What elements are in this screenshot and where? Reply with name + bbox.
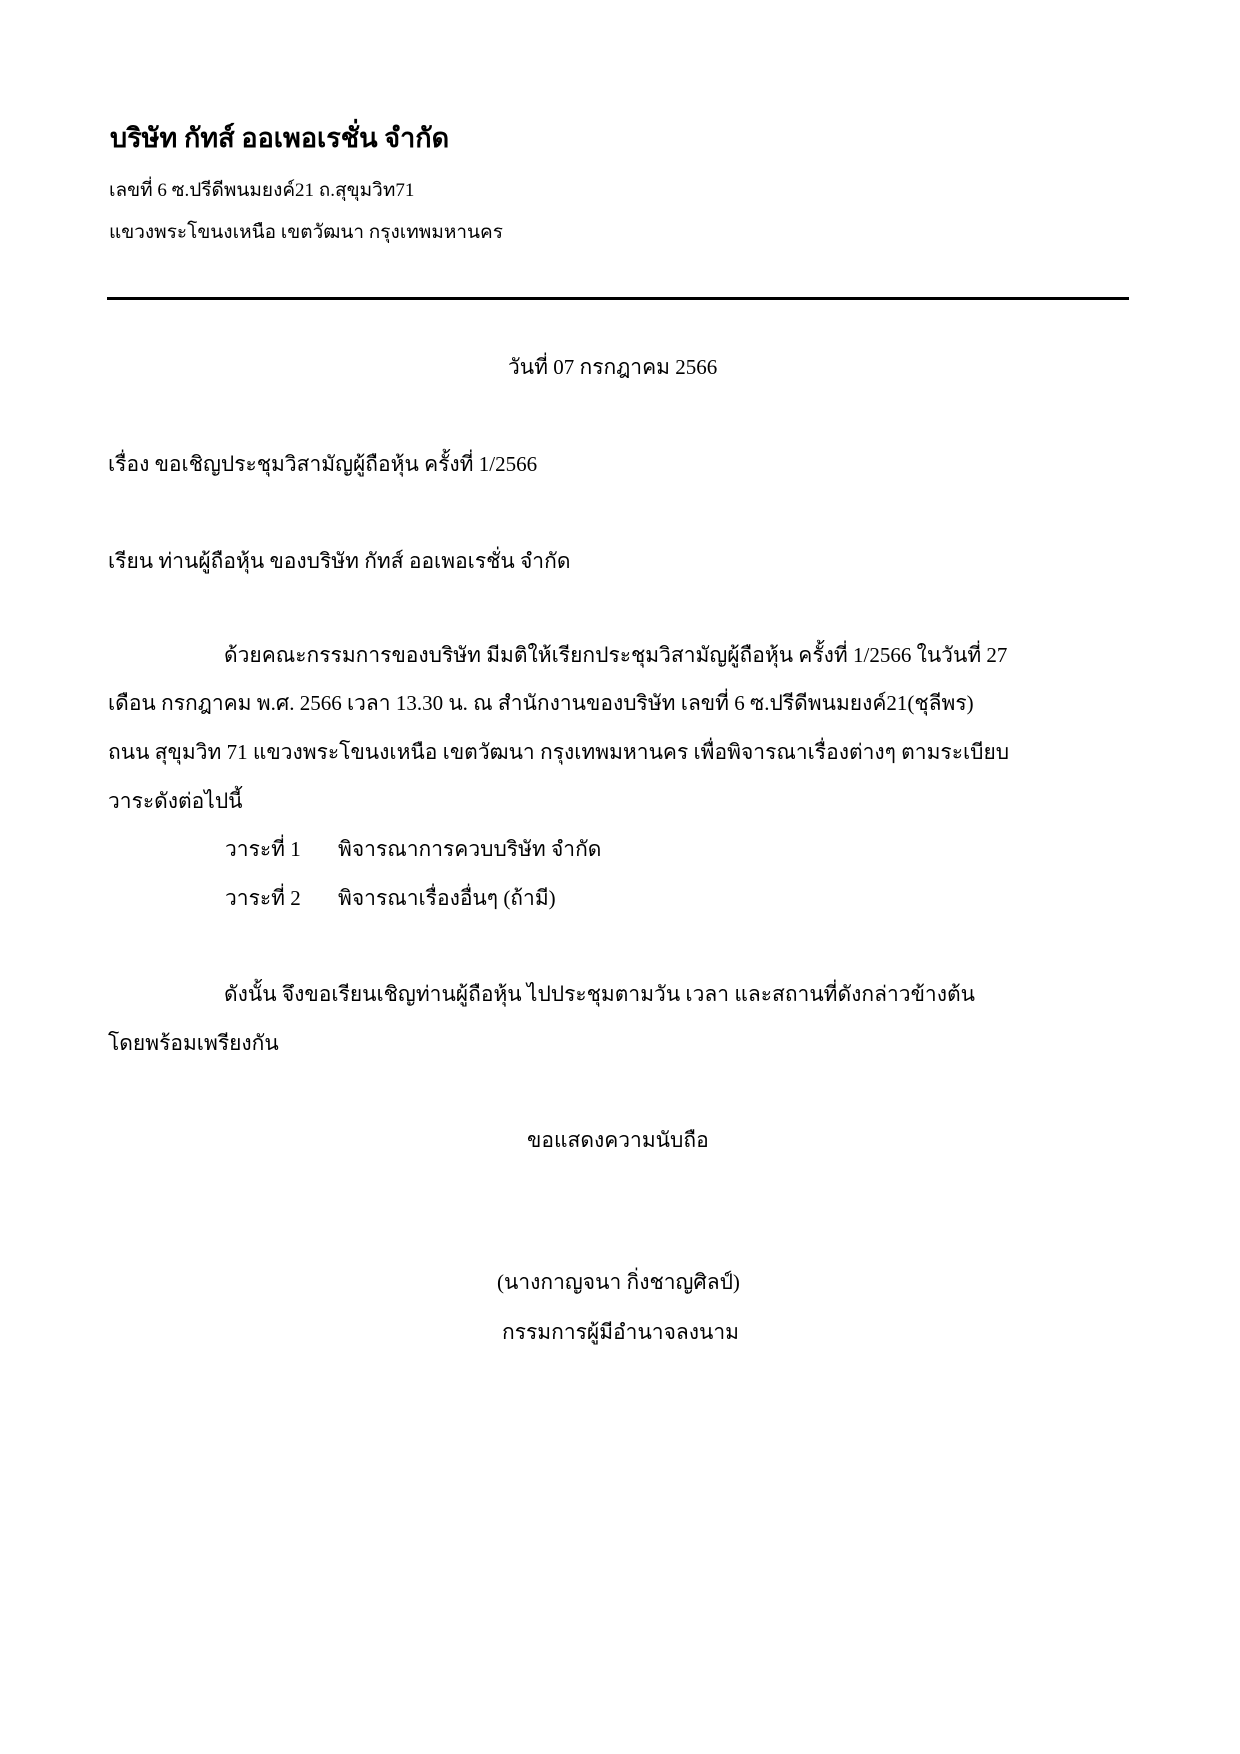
closing-phrase: ขอแสดงความนับถือ xyxy=(527,1128,709,1152)
agenda-item-label: วาระที่ 1 xyxy=(225,837,301,861)
paragraph-1-line: ด้วยคณะกรรมการของบริษัท มีมติให้เรียกประชุมวิสามัญผู้ถือหุ้น ครั้งที่ 1/2566 ในวันที่ 27 xyxy=(224,643,1008,667)
company-address-line-1: เลขที่ 6 ซ.ปรีดีพนมยงค์21 ถ.สุขุมวิท71 xyxy=(109,180,415,201)
paragraph-2-line: ดังนั้น จึงขอเรียนเชิญท่านผู้ถือหุ้น ไปประชุมตามวัน เวลา และสถานที่ดังกล่าวข้างต้น xyxy=(224,982,975,1006)
paragraph-1-line: เดือน กรกฎาคม พ.ศ. 2566 เวลา 13.30 น. ณ สำนักงานของบริษัท เลขที่ 6 ซ.ปรีดีพนมยงค์21(ชุลีพร) xyxy=(108,691,974,715)
letter-salutation: เรียน ท่านผู้ถือหุ้น ของบริษัท กัทส์ ออเพอเรชั่น จำกัด xyxy=(108,549,571,573)
paragraph-2-line: โดยพร้อมเพรียงกัน xyxy=(108,1031,279,1055)
paragraph-1-line: ถนน สุขุมวิท 71 แขวงพระโขนงเหนือ เขตวัฒนา กรุงเทพมหานคร เพื่อพิจารณาเรื่องต่างๆ ตามระเบียบ xyxy=(108,740,1010,764)
company-name: บริษัท กัทส์ ออเพอเรชั่น จำกัด xyxy=(110,123,450,153)
letter-date: วันที่ 07 กรกฎาคม 2566 xyxy=(508,355,718,379)
agenda-item-text: พิจารณาเรื่องอื่นๆ (ถ้ามี) xyxy=(338,886,556,910)
agenda-item-label: วาระที่ 2 xyxy=(225,886,301,910)
company-address-line-2: แขวงพระโขนงเหนือ เขตวัฒนา กรุงเทพมหานคร xyxy=(109,222,503,243)
paragraph-1-line: วาระดังต่อไปนี้ xyxy=(108,789,243,813)
letter-subject: เรื่อง ขอเชิญประชุมวิสามัญผู้ถือหุ้น ครั้งที่ 1/2566 xyxy=(108,452,538,476)
signer-name: (นางกาญจนา กิ่งชาญศิลป์) xyxy=(497,1270,740,1294)
agenda-item-text: พิจารณาการควบบริษัท จำกัด xyxy=(338,837,602,861)
letterhead-divider xyxy=(107,297,1129,300)
signer-title: กรรมการผู้มีอำนาจลงนาม xyxy=(502,1320,740,1344)
